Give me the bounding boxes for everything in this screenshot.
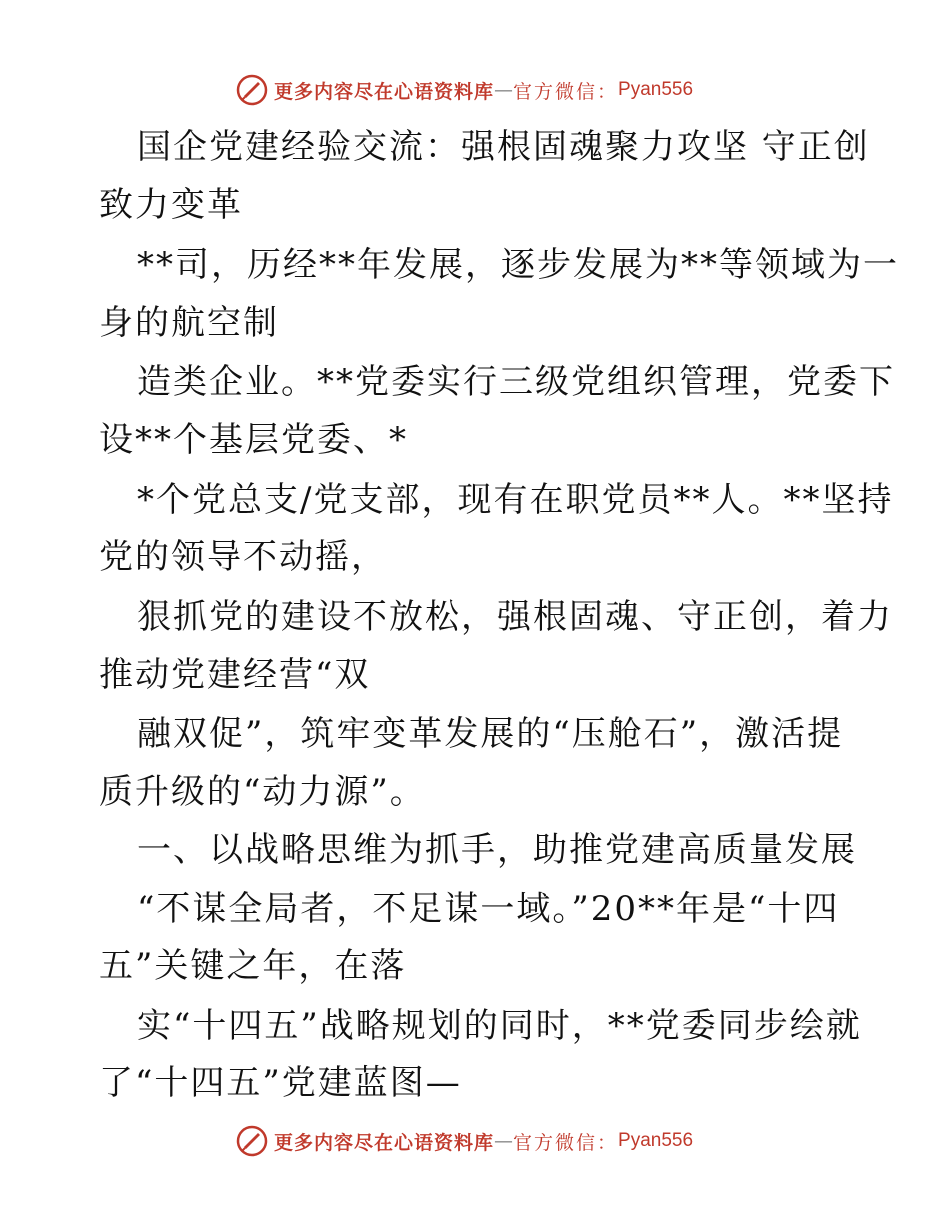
paragraph-line: 质升级的“动力源”。 (99, 772, 426, 812)
watermark-wechat-id: Pyan556 (618, 1130, 694, 1151)
paragraph-line: 设**个基层党委、* (99, 420, 408, 460)
document-title-line-2: 致力变革 (99, 185, 243, 225)
watermark-dash: — (494, 1130, 514, 1152)
section-heading: 一、以战略思维为抓手，助推党建高质量发展 (137, 830, 857, 870)
watermark-main-text: 更多内容尽在心语资料库 (274, 1131, 495, 1154)
paragraph-line: 实“十四五”战略规划的同时，**党委同步绘就 (137, 1006, 862, 1046)
paragraph-line: 身的航空制 (99, 303, 279, 343)
paragraph-line: 狠抓党的建设不放松，强根固魂、守正创，着力 (137, 597, 893, 637)
paragraph-line: 造类企业。**党委实行三级党组织管理，党委下 (137, 362, 895, 402)
paragraph-line: 党的领导不动摇， (99, 537, 387, 577)
document-title-line-1: 国企党建经验交流：强根固魂聚力攻坚 守正创 (137, 127, 870, 167)
paragraph-line: 推动党建经营“双 (99, 655, 371, 695)
paragraph-line: 融双促”，筑牢变革发展的“压舱石”，激活提 (137, 714, 844, 754)
watermark-wechat-label: 官方微信： (513, 1131, 619, 1154)
paragraph-line: **司，历经**年发展，逐步发展为**等领域为一 (137, 245, 899, 285)
watermark-main-text: 更多内容尽在心语资料库 (274, 80, 495, 103)
watermark-dash: — (494, 79, 514, 101)
watermark-wechat-label: 官方微信： (513, 80, 619, 103)
quill-seal-icon (236, 1125, 268, 1157)
paragraph-line: 五”关键之年，在落 (99, 946, 407, 986)
watermark-wechat-id: Pyan556 (618, 79, 694, 100)
paragraph-line: *个党总支/党支部，现有在职党员**人。**坚持 (137, 480, 894, 520)
paragraph-line: “不谋全局者，不足谋一域。”20**年是“十四 (137, 889, 840, 929)
watermark-banner-top (236, 73, 693, 107)
paragraph-line: 了“十四五”党建蓝图— (99, 1063, 462, 1103)
quill-seal-icon (236, 74, 268, 106)
watermark-banner-bottom (236, 1124, 693, 1158)
